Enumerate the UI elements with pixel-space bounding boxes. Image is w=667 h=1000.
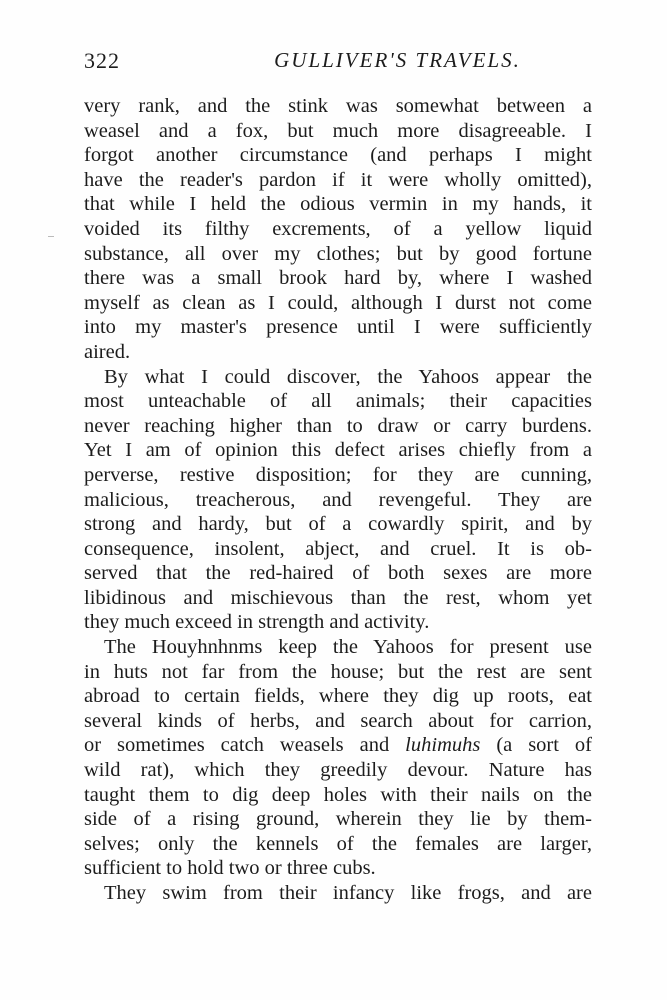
text-line: strong and hardy, but of a cowardly spirit, and by (84, 513, 592, 536)
text-line: voided its filthy excrements, of a yellow liquid (84, 217, 592, 240)
paragraph-4 (84, 881, 592, 906)
text-line: sufficient to hold two or three cubs. (84, 857, 376, 880)
text-line: wild rat), which they greedily devour. Nature has (84, 759, 592, 782)
page-header (84, 48, 591, 80)
page-number: 322 (84, 48, 120, 73)
italic-word: luhimuhs (405, 734, 481, 757)
text-line: there was a small brook hard by, where I washed (84, 267, 592, 290)
text-line: forgot another circumstance (and perhaps I might (84, 144, 592, 167)
text-line: weasel and a fox, but much more disagreeable. I (84, 119, 592, 142)
text-line: selves; only the kennels of the females are larger, (84, 832, 592, 855)
text-line: malicious, treacherous, and revengeful. They are (84, 488, 592, 511)
paragraph-3 (84, 635, 592, 881)
text-line: into my master's presence until I were sufficiently (84, 316, 592, 339)
margin-mark (48, 236, 54, 237)
text-line: several kinds of herbs, and search about for carrion, (84, 709, 592, 732)
running-head: GULLIVER'S TRAVELS. (274, 48, 521, 72)
text-line: By what I could discover, the Yahoos appear the (104, 365, 592, 388)
text-line: myself as clean as I could, although I durst not come (84, 291, 592, 314)
text-line: Yet I am of opinion this defect arises chiefly from a (84, 439, 592, 462)
text-line: abroad to certain fields, where they dig up roots, eat (84, 685, 592, 708)
text-line: They swim from their infancy like frogs, and are (104, 882, 592, 904)
text-line: in huts not far from the house; but the rest are sent (84, 660, 592, 683)
text-line: consequence, insolent, abject, and cruel. It is ob- (84, 537, 592, 560)
text-line: have the reader's pardon if it were wholly omitted), (84, 168, 592, 191)
text-line: aired. (84, 340, 131, 363)
text-line: libidinous and mischievous than the rest, whom yet (84, 586, 592, 609)
text-line: perverse, restive disposition; for they are cunning, (84, 463, 592, 486)
text-line: most unteachable of all animals; their capacities (84, 390, 592, 413)
text-line: substance, all over my clothes; but by good fortune (84, 242, 592, 265)
text-line: The Houyhnhnms keep the Yahoos for present use (104, 636, 592, 659)
paragraph-1 (84, 94, 592, 365)
text-line: never reaching higher than to draw or carry burdens. (84, 414, 592, 437)
text-line: very rank, and the stink was somewhat between a (84, 95, 592, 117)
text-line: side of a rising ground, wherein they lie by them- (84, 808, 592, 831)
paragraph-2 (84, 365, 592, 636)
text-line: served that the red-haired of both sexes are more (84, 562, 592, 585)
text-line: they much exceed in strength and activity. (84, 611, 430, 634)
text-line: that while I held the odious vermin in my hands, it (84, 193, 592, 216)
text-line: taught them to dig deep holes with their nails on the (84, 783, 592, 806)
body-text (84, 94, 592, 906)
text-line: or sometimes catch weasels and luhimuhs (a sort of (84, 734, 592, 757)
